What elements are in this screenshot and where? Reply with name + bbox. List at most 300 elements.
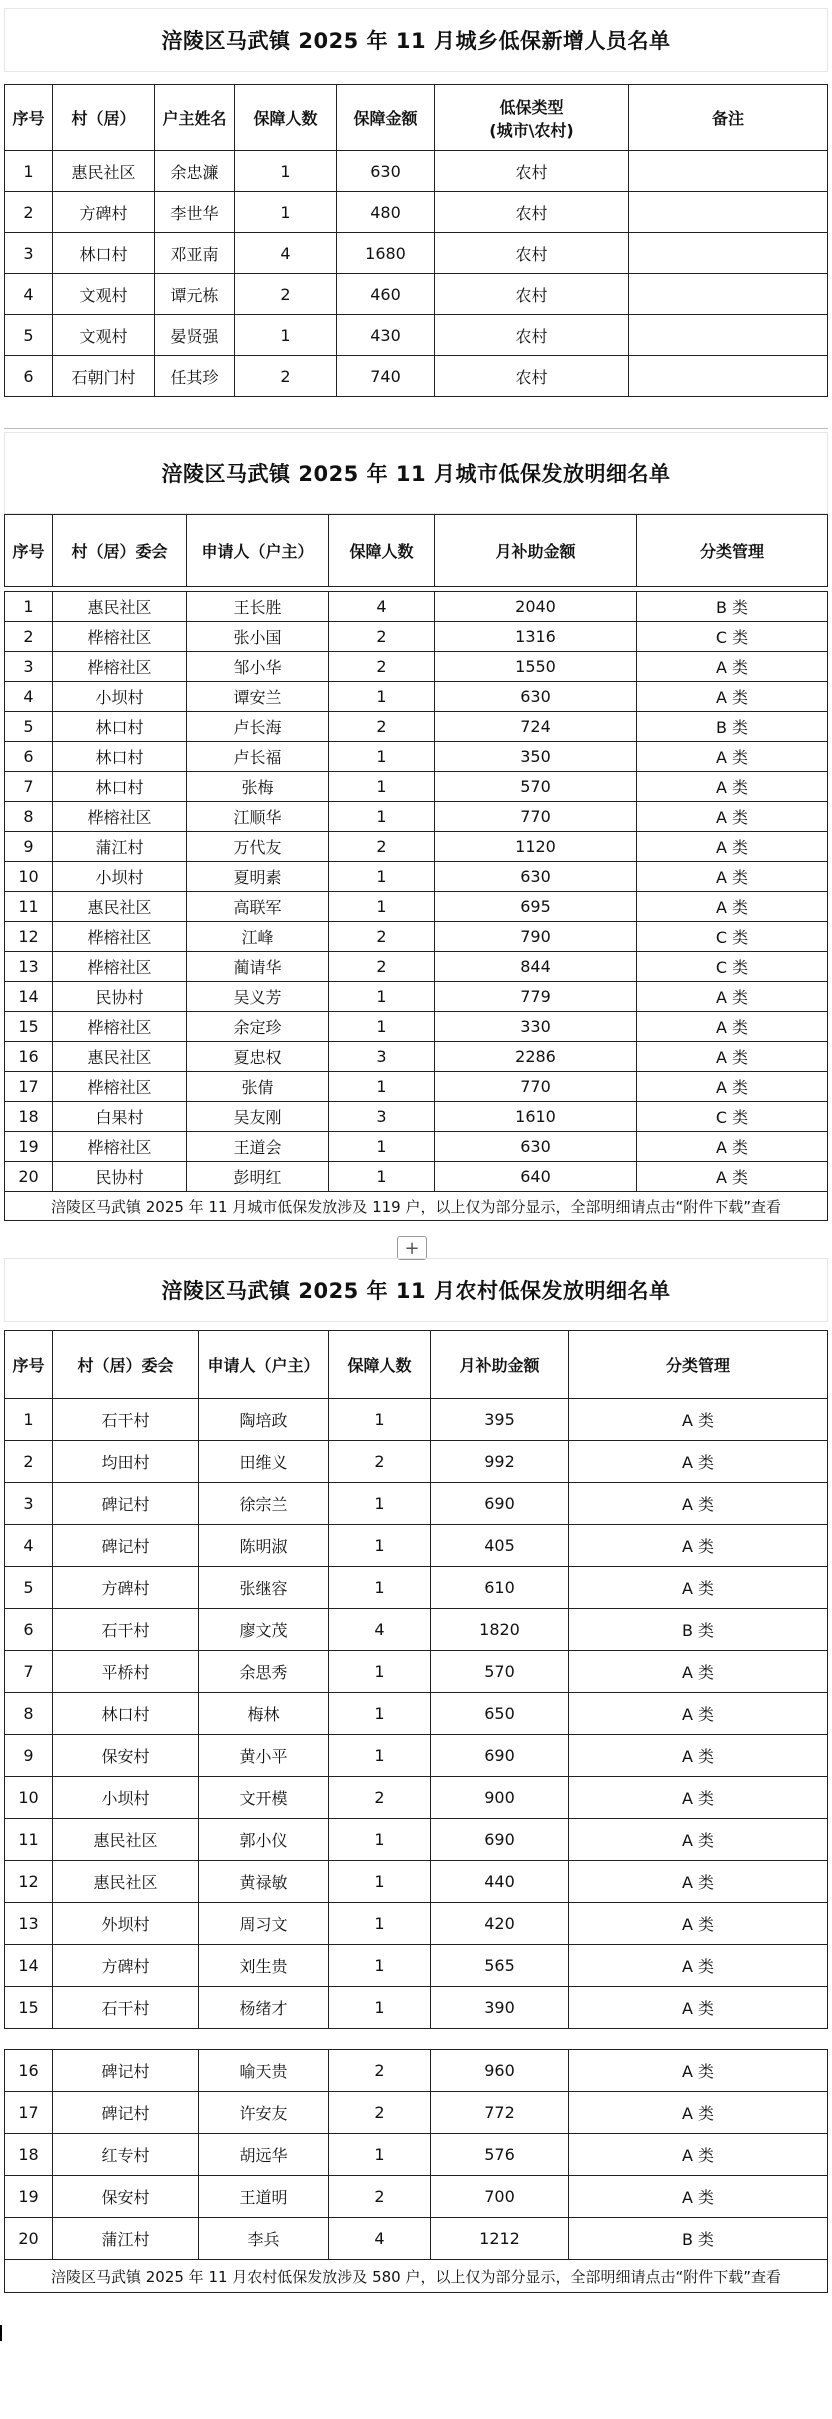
table-cell: A 类 [569,2050,828,2092]
table-cell: 570 [435,772,637,802]
table-cell: 2 [329,952,435,982]
table-cell: 4 [329,592,435,622]
column-header: 备注 [629,85,828,151]
table-cell: 330 [435,1012,637,1042]
table-cell: A 类 [637,982,828,1012]
table-row [5,772,828,802]
table-cell: A 类 [637,652,828,682]
new-recipients-title: 涪陵区马武镇 2025 年 11 月城乡低保新增人员名单 [4,8,828,72]
table-row [5,1102,828,1132]
table-cell [629,315,828,356]
urban-allowance-footer-note: 涪陵区马武镇 2025 年 11 月城市低保发放涉及 119 户，以上仅为部分显示，全部明细请点击“附件下载”查看 [4,1192,828,1221]
table-cell: 3 [5,1483,53,1525]
table-cell: C 类 [637,952,828,982]
table-cell: 张继容 [199,1567,329,1609]
table-cell: 17 [5,2092,53,2134]
table-cell: 吴友刚 [187,1102,329,1132]
table-cell: 方碑村 [53,1945,199,1987]
table-row [5,952,828,982]
table-cell: A 类 [637,832,828,862]
column-header: 序号 [5,85,53,151]
table-cell: 平桥村 [53,1651,199,1693]
table-row [5,2134,828,2176]
table-cell: 民协村 [53,982,187,1012]
table-cell: C 类 [637,1102,828,1132]
table-row [5,1042,828,1072]
column-header: 低保类型 (城市\农村) [435,85,629,151]
table-cell: A 类 [637,742,828,772]
table-row [5,1903,828,1945]
table-cell: 2 [329,1441,431,1483]
table-cell: 2 [329,652,435,682]
table-row [5,2050,828,2092]
table-cell: 1 [235,315,337,356]
table-cell: A 类 [569,2176,828,2218]
table-row [5,982,828,1012]
table-cell: 余思秀 [199,1651,329,1693]
table-cell: 吴义芳 [187,982,329,1012]
table-cell: 惠民社区 [53,151,155,192]
table-row [5,1525,828,1567]
table-cell: 田维义 [199,1441,329,1483]
column-header: 保障人数 [329,1331,431,1399]
table-cell: 王道会 [187,1132,329,1162]
table-cell: 15 [5,1012,53,1042]
table-cell: 440 [431,1861,569,1903]
table-row [5,1399,828,1441]
table-cell: A 类 [569,1861,828,1903]
table-cell: B 类 [637,592,828,622]
table-cell: A 类 [569,1735,828,1777]
table-cell: A 类 [637,862,828,892]
table-cell: 13 [5,952,53,982]
table-cell: 630 [337,151,435,192]
table-cell: A 类 [569,1483,828,1525]
table-cell: 惠民社区 [53,1042,187,1072]
table-cell: 农村 [435,192,629,233]
table-row [5,315,828,356]
table-cell: 1 [329,1945,431,1987]
table-cell: 1550 [435,652,637,682]
table-row [5,712,828,742]
table-cell: 576 [431,2134,569,2176]
table-cell: 林口村 [53,233,155,274]
table-cell: 2286 [435,1042,637,1072]
table-cell: 4 [5,274,53,315]
table-cell: 1 [5,1399,53,1441]
table-cell: 桦榕社区 [53,652,187,682]
table-cell: 文观村 [53,315,155,356]
table-cell: 1 [329,1162,435,1192]
table-cell: 桦榕社区 [53,1072,187,1102]
table-cell: 650 [431,1693,569,1735]
table-cell: 7 [5,1651,53,1693]
table-cell: 5 [5,1567,53,1609]
table-cell: A 类 [569,1819,828,1861]
table-cell: 1 [329,1903,431,1945]
table-cell: 周习文 [199,1903,329,1945]
table-cell: 王道明 [199,2176,329,2218]
table-cell: 695 [435,892,637,922]
table-cell [629,192,828,233]
table-cell: 1212 [431,2218,569,2260]
table-cell: 1 [235,192,337,233]
table-cell: 1 [329,1399,431,1441]
table-cell: 惠民社区 [53,1819,199,1861]
table-cell: 桦榕社区 [53,802,187,832]
table-cell: 李兵 [199,2218,329,2260]
table-cell: 桦榕社区 [53,952,187,982]
table-cell: 刘生贵 [199,1945,329,1987]
table-cell: 992 [431,1441,569,1483]
table-cell: 3 [329,1042,435,1072]
table-cell: 1 [329,1567,431,1609]
table-cell: 565 [431,1945,569,1987]
table-cell: 喻天贵 [199,2050,329,2092]
table-cell: 4 [235,233,337,274]
table-cell: 碑记村 [53,2050,199,2092]
table-row [5,802,828,832]
table-cell: 5 [5,315,53,356]
table-cell: 7 [5,772,53,802]
table-cell: 630 [435,862,637,892]
table-cell: 陶培政 [199,1399,329,1441]
table-cell: 405 [431,1525,569,1567]
table-cell: A 类 [569,1441,828,1483]
table-cell: 郭小仪 [199,1819,329,1861]
rural-allowance-title: 涪陵区马武镇 2025 年 11 月农村低保发放明细名单 [4,1258,828,1322]
table-row [5,592,828,622]
table-cell: 480 [337,192,435,233]
table-cell: 廖文茂 [199,1609,329,1651]
column-header: 村（居） [53,85,155,151]
table-cell: B 类 [569,2218,828,2260]
table-cell: 5 [5,712,53,742]
table-cell: 卢长福 [187,742,329,772]
urban-allowance-header-table [4,514,828,587]
table-cell: 3 [5,652,53,682]
table-cell: 白果村 [53,1102,187,1132]
rural-allowance-table-continued [4,2049,828,2260]
table-row [5,742,828,772]
table-cell: A 类 [637,772,828,802]
table-cell: 14 [5,982,53,1012]
table-cell: 779 [435,982,637,1012]
table-cell: 610 [431,1567,569,1609]
table-cell: 4 [5,1525,53,1567]
table-row [5,1162,828,1192]
table-cell: A 类 [569,1693,828,1735]
table-cell: 余忠濂 [155,151,235,192]
table-row [5,192,828,233]
table-cell: 1 [5,592,53,622]
rural-allowance-footer-note: 涪陵区马武镇 2025 年 11 月农村低保发放涉及 580 户，以上仅为部分显示，全部明细请点击“附件下载”查看 [4,2260,828,2293]
table-cell: 任其珍 [155,356,235,397]
table-cell: A 类 [637,1042,828,1072]
table-cell: 桦榕社区 [53,1012,187,1042]
table-cell: 2 [5,622,53,652]
table-cell [629,274,828,315]
table-cell: 9 [5,832,53,862]
column-header: 分类管理 [637,515,828,587]
rural-allowance-table [4,1330,828,2029]
table-row [5,1693,828,1735]
table-cell: 4 [329,1609,431,1651]
table-row [5,1819,828,1861]
table-cell: 1 [329,1483,431,1525]
table-cell: 方碑村 [53,192,155,233]
table-cell: 6 [5,356,53,397]
table-cell: 邓亚南 [155,233,235,274]
table-row [5,1072,828,1102]
table-cell: 保安村 [53,2176,199,2218]
table-cell: 1 [329,862,435,892]
table-cell: 江顺华 [187,802,329,832]
column-header: 村（居）委会 [53,1331,199,1399]
table-cell: 395 [431,1399,569,1441]
table-cell: A 类 [637,802,828,832]
table-cell: A 类 [569,2092,828,2134]
table-row [5,1567,828,1609]
table-cell: 均田村 [53,1441,199,1483]
column-header: 保障金额 [337,85,435,151]
urban-allowance-title: 涪陵区马武镇 2025 年 11 月城市低保发放明细名单 [4,432,828,514]
table-cell: 10 [5,862,53,892]
table-cell: 惠民社区 [53,1861,199,1903]
table-cell: 李世华 [155,192,235,233]
table-cell: A 类 [637,1162,828,1192]
table-cell: 农村 [435,233,629,274]
table-cell: 杨绪才 [199,1987,329,2029]
table-cell: 碑记村 [53,1525,199,1567]
table-cell: A 类 [569,2134,828,2176]
table-cell: 2 [329,622,435,652]
table-cell: 1610 [435,1102,637,1132]
column-header: 保障人数 [235,85,337,151]
table-cell: A 类 [569,1651,828,1693]
table-cell: 碑记村 [53,2092,199,2134]
table-cell: 2 [329,712,435,742]
table-cell: 林口村 [53,772,187,802]
table-cell: 1680 [337,233,435,274]
table-cell: 王长胜 [187,592,329,622]
table-cell: 6 [5,742,53,772]
table-cell: 2 [329,922,435,952]
table-cell: 桦榕社区 [53,622,187,652]
table-cell: B 类 [569,1609,828,1651]
table-row [5,622,828,652]
table-cell: 700 [431,2176,569,2218]
table-cell: A 类 [637,1012,828,1042]
table-row [5,1777,828,1819]
column-header: 序号 [5,1331,53,1399]
table-cell: 石干村 [53,1399,199,1441]
table-row [5,1735,828,1777]
table-cell: 20 [5,2218,53,2260]
table-cell: 19 [5,1132,53,1162]
table-cell: 1 [329,892,435,922]
table-cell: 谭元栋 [155,274,235,315]
table-cell: A 类 [569,1525,828,1567]
table-cell: 1 [329,802,435,832]
table-row [5,1012,828,1042]
table-row [5,922,828,952]
table-cell: 2 [235,356,337,397]
table-cell: 15 [5,1987,53,2029]
table-cell: 2 [329,832,435,862]
table-cell: 1 [329,1735,431,1777]
table-cell: 小坝村 [53,862,187,892]
table-cell: 1 [329,1072,435,1102]
table-cell: 8 [5,1693,53,1735]
column-header: 申请人（户主） [187,515,329,587]
table-cell: 林口村 [53,742,187,772]
table-header-row [5,1331,828,1399]
table-cell: 保安村 [53,1735,199,1777]
column-header: 分类管理 [569,1331,828,1399]
table-cell: 17 [5,1072,53,1102]
table-cell: A 类 [569,1399,828,1441]
table-cell: 2 [235,274,337,315]
table-cell: 许安友 [199,2092,329,2134]
table-cell: 张梅 [187,772,329,802]
table-cell: 13 [5,1903,53,1945]
table-cell: 460 [337,274,435,315]
table-row [5,2218,828,2260]
new-recipients-section [4,8,828,397]
table-cell: 夏忠权 [187,1042,329,1072]
table-cell: A 类 [569,1777,828,1819]
table-cell: 惠民社区 [53,892,187,922]
table-cell: 1 [329,1819,431,1861]
table-cell: 390 [431,1987,569,2029]
table-cell: 文观村 [53,274,155,315]
table-header-row [5,85,828,151]
table-cell [629,151,828,192]
table-cell: 外坝村 [53,1903,199,1945]
table-cell: 林口村 [53,712,187,742]
table-row [5,233,828,274]
column-header: 户主姓名 [155,85,235,151]
table-cell: 红专村 [53,2134,199,2176]
table-cell: C 类 [637,622,828,652]
table-row [5,356,828,397]
table-cell: 18 [5,1102,53,1132]
table-cell: 梅林 [199,1693,329,1735]
table-cell: 农村 [435,274,629,315]
table-cell: 徐宗兰 [199,1483,329,1525]
table-cell: C 类 [637,922,828,952]
table-cell [629,356,828,397]
table-cell: 高联军 [187,892,329,922]
table-cell: A 类 [637,1132,828,1162]
table-header-row [5,515,828,587]
table-cell: 6 [5,1609,53,1651]
table-row [5,682,828,712]
table-cell: 420 [431,1903,569,1945]
table-cell: 772 [431,2092,569,2134]
table-cell: 630 [435,1132,637,1162]
table-cell: 14 [5,1945,53,1987]
table-cell: 8 [5,802,53,832]
table-cell: 9 [5,1735,53,1777]
table-cell: 2 [329,2050,431,2092]
table-row [5,1651,828,1693]
table-cell: 690 [431,1735,569,1777]
table-cell: 谭安兰 [187,682,329,712]
table-cell: 1316 [435,622,637,652]
table-cell: 20 [5,1162,53,1192]
table-cell: 小坝村 [53,682,187,712]
table-cell: A 类 [637,682,828,712]
table-cell: 蒲江村 [53,2218,199,2260]
table-cell: 1 [329,2134,431,2176]
table-cell: 2 [329,2092,431,2134]
table-row [5,892,828,922]
table-cell: 石干村 [53,1987,199,2029]
table-cell: 夏明素 [187,862,329,892]
table-row [5,1483,828,1525]
table-cell: 1 [329,1651,431,1693]
table-cell: 黄小平 [199,1735,329,1777]
table-cell: 桦榕社区 [53,1132,187,1162]
table-cell: 1 [329,1987,431,2029]
table-row [5,652,828,682]
column-header: 村（居）委会 [53,515,187,587]
table-cell: 724 [435,712,637,742]
table-cell: 邹小华 [187,652,329,682]
table-cell: 1 [329,742,435,772]
table-row [5,1987,828,2029]
table-cell: 900 [431,1777,569,1819]
table-row [5,2092,828,2134]
table-cell: 770 [435,1072,637,1102]
column-header: 序号 [5,515,53,587]
urban-allowance-table [4,591,828,1192]
table-cell: A 类 [569,1987,828,2029]
table-cell: 1 [329,1693,431,1735]
table-cell: 1 [329,982,435,1012]
table-cell: B 类 [637,712,828,742]
table-row [5,832,828,862]
new-recipients-table [4,84,828,397]
table-cell: 2040 [435,592,637,622]
table-cell: A 类 [637,1072,828,1102]
text-cursor [0,2325,2,2341]
table-cell: 690 [431,1819,569,1861]
table-cell: 1 [329,1132,435,1162]
table-cell: 4 [329,2218,431,2260]
table-cell: 11 [5,892,53,922]
table-cell: 万代友 [187,832,329,862]
table-cell: 文开模 [199,1777,329,1819]
table-cell: 陈明淑 [199,1525,329,1567]
table-cell: 4 [5,682,53,712]
expand-button[interactable]: + [397,1236,427,1260]
table-row [5,862,828,892]
rural-allowance-section [4,1258,828,2293]
table-cell: 方碑村 [53,1567,199,1609]
table-cell: 黄禄敏 [199,1861,329,1903]
table-cell: 2 [5,192,53,233]
table-cell: 2 [5,1441,53,1483]
table-cell: 1 [329,1012,435,1042]
table-cell: 农村 [435,315,629,356]
table-cell: 10 [5,1777,53,1819]
table-cell: 630 [435,682,637,712]
table-cell: 1 [235,151,337,192]
table-cell: 18 [5,2134,53,2176]
